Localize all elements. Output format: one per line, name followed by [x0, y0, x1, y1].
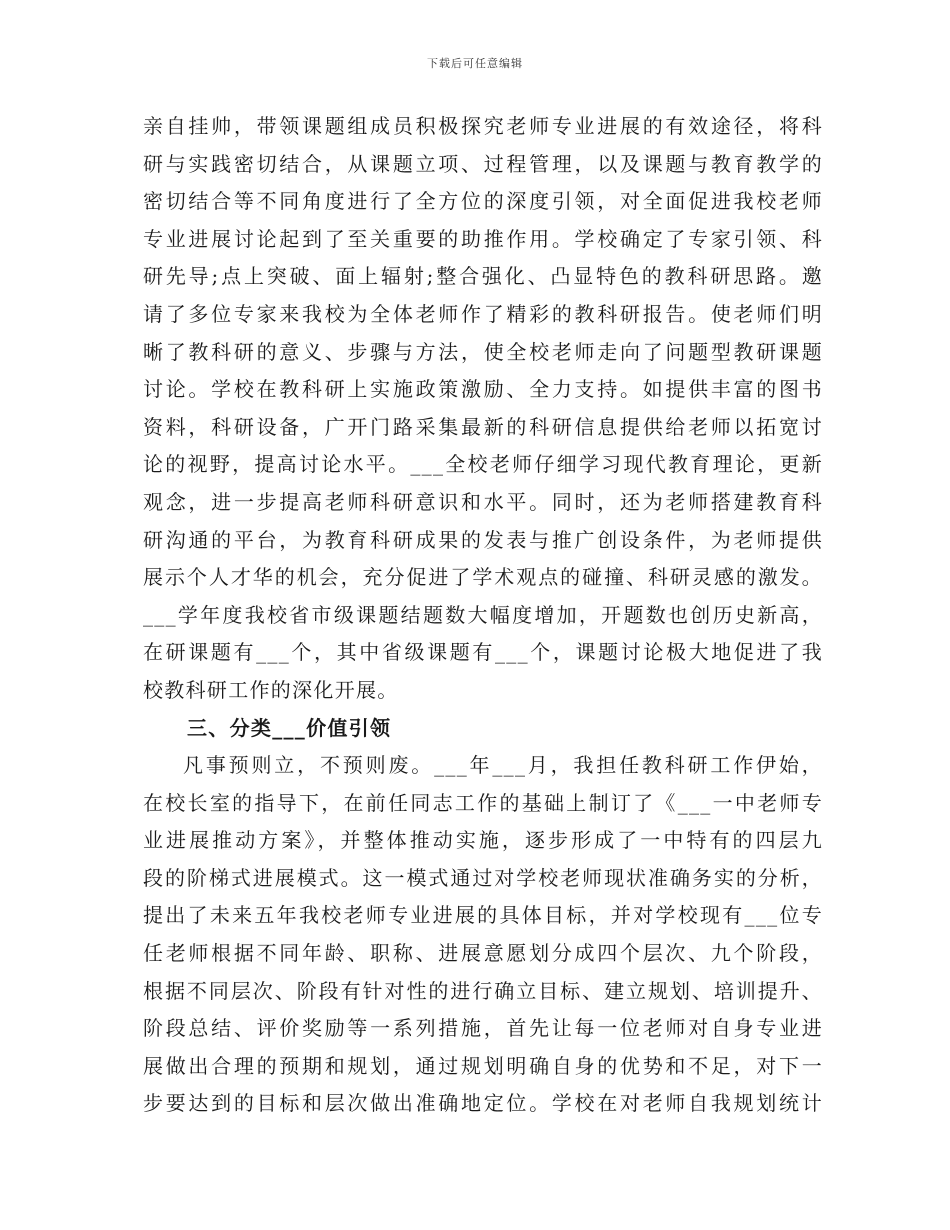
text-line: 展做出合理的预期和规划，通过规划明确自身的优势和不足，对下一 — [143, 1053, 823, 1078]
paragraph-1 — [143, 108, 823, 710]
text-line: 密切结合等不同角度进行了全方位的深度引领，对全面促进我校老师 — [143, 189, 823, 214]
text-line: 在校长室的指导下，在前任同志工作的基础上制订了《___一中老师专 — [143, 790, 823, 815]
text-line: 研与实践密切结合，从课题立项、过程管理，以及课题与教育教学的 — [143, 151, 823, 176]
text-line: ___学年度我校省市级课题结题数大幅度增加，开题数也创历史新高， — [143, 602, 823, 627]
page-header: 下载后可任意编辑 — [427, 57, 523, 70]
text-line: 晰了教科研的意义、步骤与方法，使全校老师走向了问题型教研课题 — [143, 339, 823, 364]
text-line: 请了多位专家来我校为全体老师作了精彩的教科研报告。使老师们明 — [143, 301, 823, 326]
section-heading: 三、分类___价值引领 — [187, 715, 392, 740]
text-line: 研先导;点上突破、面上辐射;整合强化、凸显特色的教科研思路。邀 — [143, 264, 823, 289]
document-body — [143, 108, 823, 1123]
text-line: 根据不同层次、阶段有针对性的进行确立目标、建立规划、培训提升、 — [143, 978, 823, 1003]
text-line: 观念，进一步提高老师科研意识和水平。同时，还为老师搭建教育科 — [143, 489, 823, 514]
text-line: 步要达到的目标和层次做出准确地定位。学校在对老师自我规划统计 — [143, 1091, 823, 1116]
text-line: 业进展推动方案》，并整体推动实施，逐步形成了一中特有的四层九 — [143, 828, 823, 853]
text-line: 任老师根据不同年龄、职称、进展意愿划分成四个层次、九个阶段， — [143, 941, 823, 966]
text-line: 专业进展讨论起到了至关重要的助推作用。学校确定了专家引领、科 — [143, 226, 823, 251]
text-line: 校教科研工作的深化开展。 — [143, 677, 399, 702]
text-line: 讨论。学校在教科研上实施政策激励、全力支持。如提供丰富的图书 — [143, 377, 823, 402]
text-line: 凡事预则立，不预则废。___年___月，我担任教科研工作伊始， — [183, 753, 823, 778]
text-line: 提出了未来五年我校老师专业进展的具体目标，并对学校现有___位专 — [143, 903, 823, 928]
text-line: 资料，科研设备，广开门路采集最新的科研信息提供给老师以拓宽讨 — [143, 414, 823, 439]
paragraph-2 — [143, 747, 823, 1123]
text-line: 展示个人才华的机会，充分促进了学术观点的碰撞、科研灵感的激发。 — [143, 565, 823, 590]
text-line: 论的视野，提高讨论水平。___全校老师仔细学习现代教育理论，更新 — [143, 452, 823, 477]
text-line: 在研课题有___个，其中省级课题有___个，课题讨论极大地促进了我 — [143, 640, 823, 665]
text-line: 亲自挂帅，带领课题组成员积极探究老师专业进展的有效途径，将科 — [143, 114, 823, 138]
text-line: 研沟通的平台，为教育科研成果的发表与推广创设条件，为老师提供 — [143, 527, 823, 552]
text-line: 段的阶梯式进展模式。这一模式通过对学校老师现状准确务实的分析， — [143, 865, 823, 890]
text-line: 阶段总结、评价奖励等一系列措施，首先让每一位老师对自身专业进 — [143, 1016, 823, 1041]
